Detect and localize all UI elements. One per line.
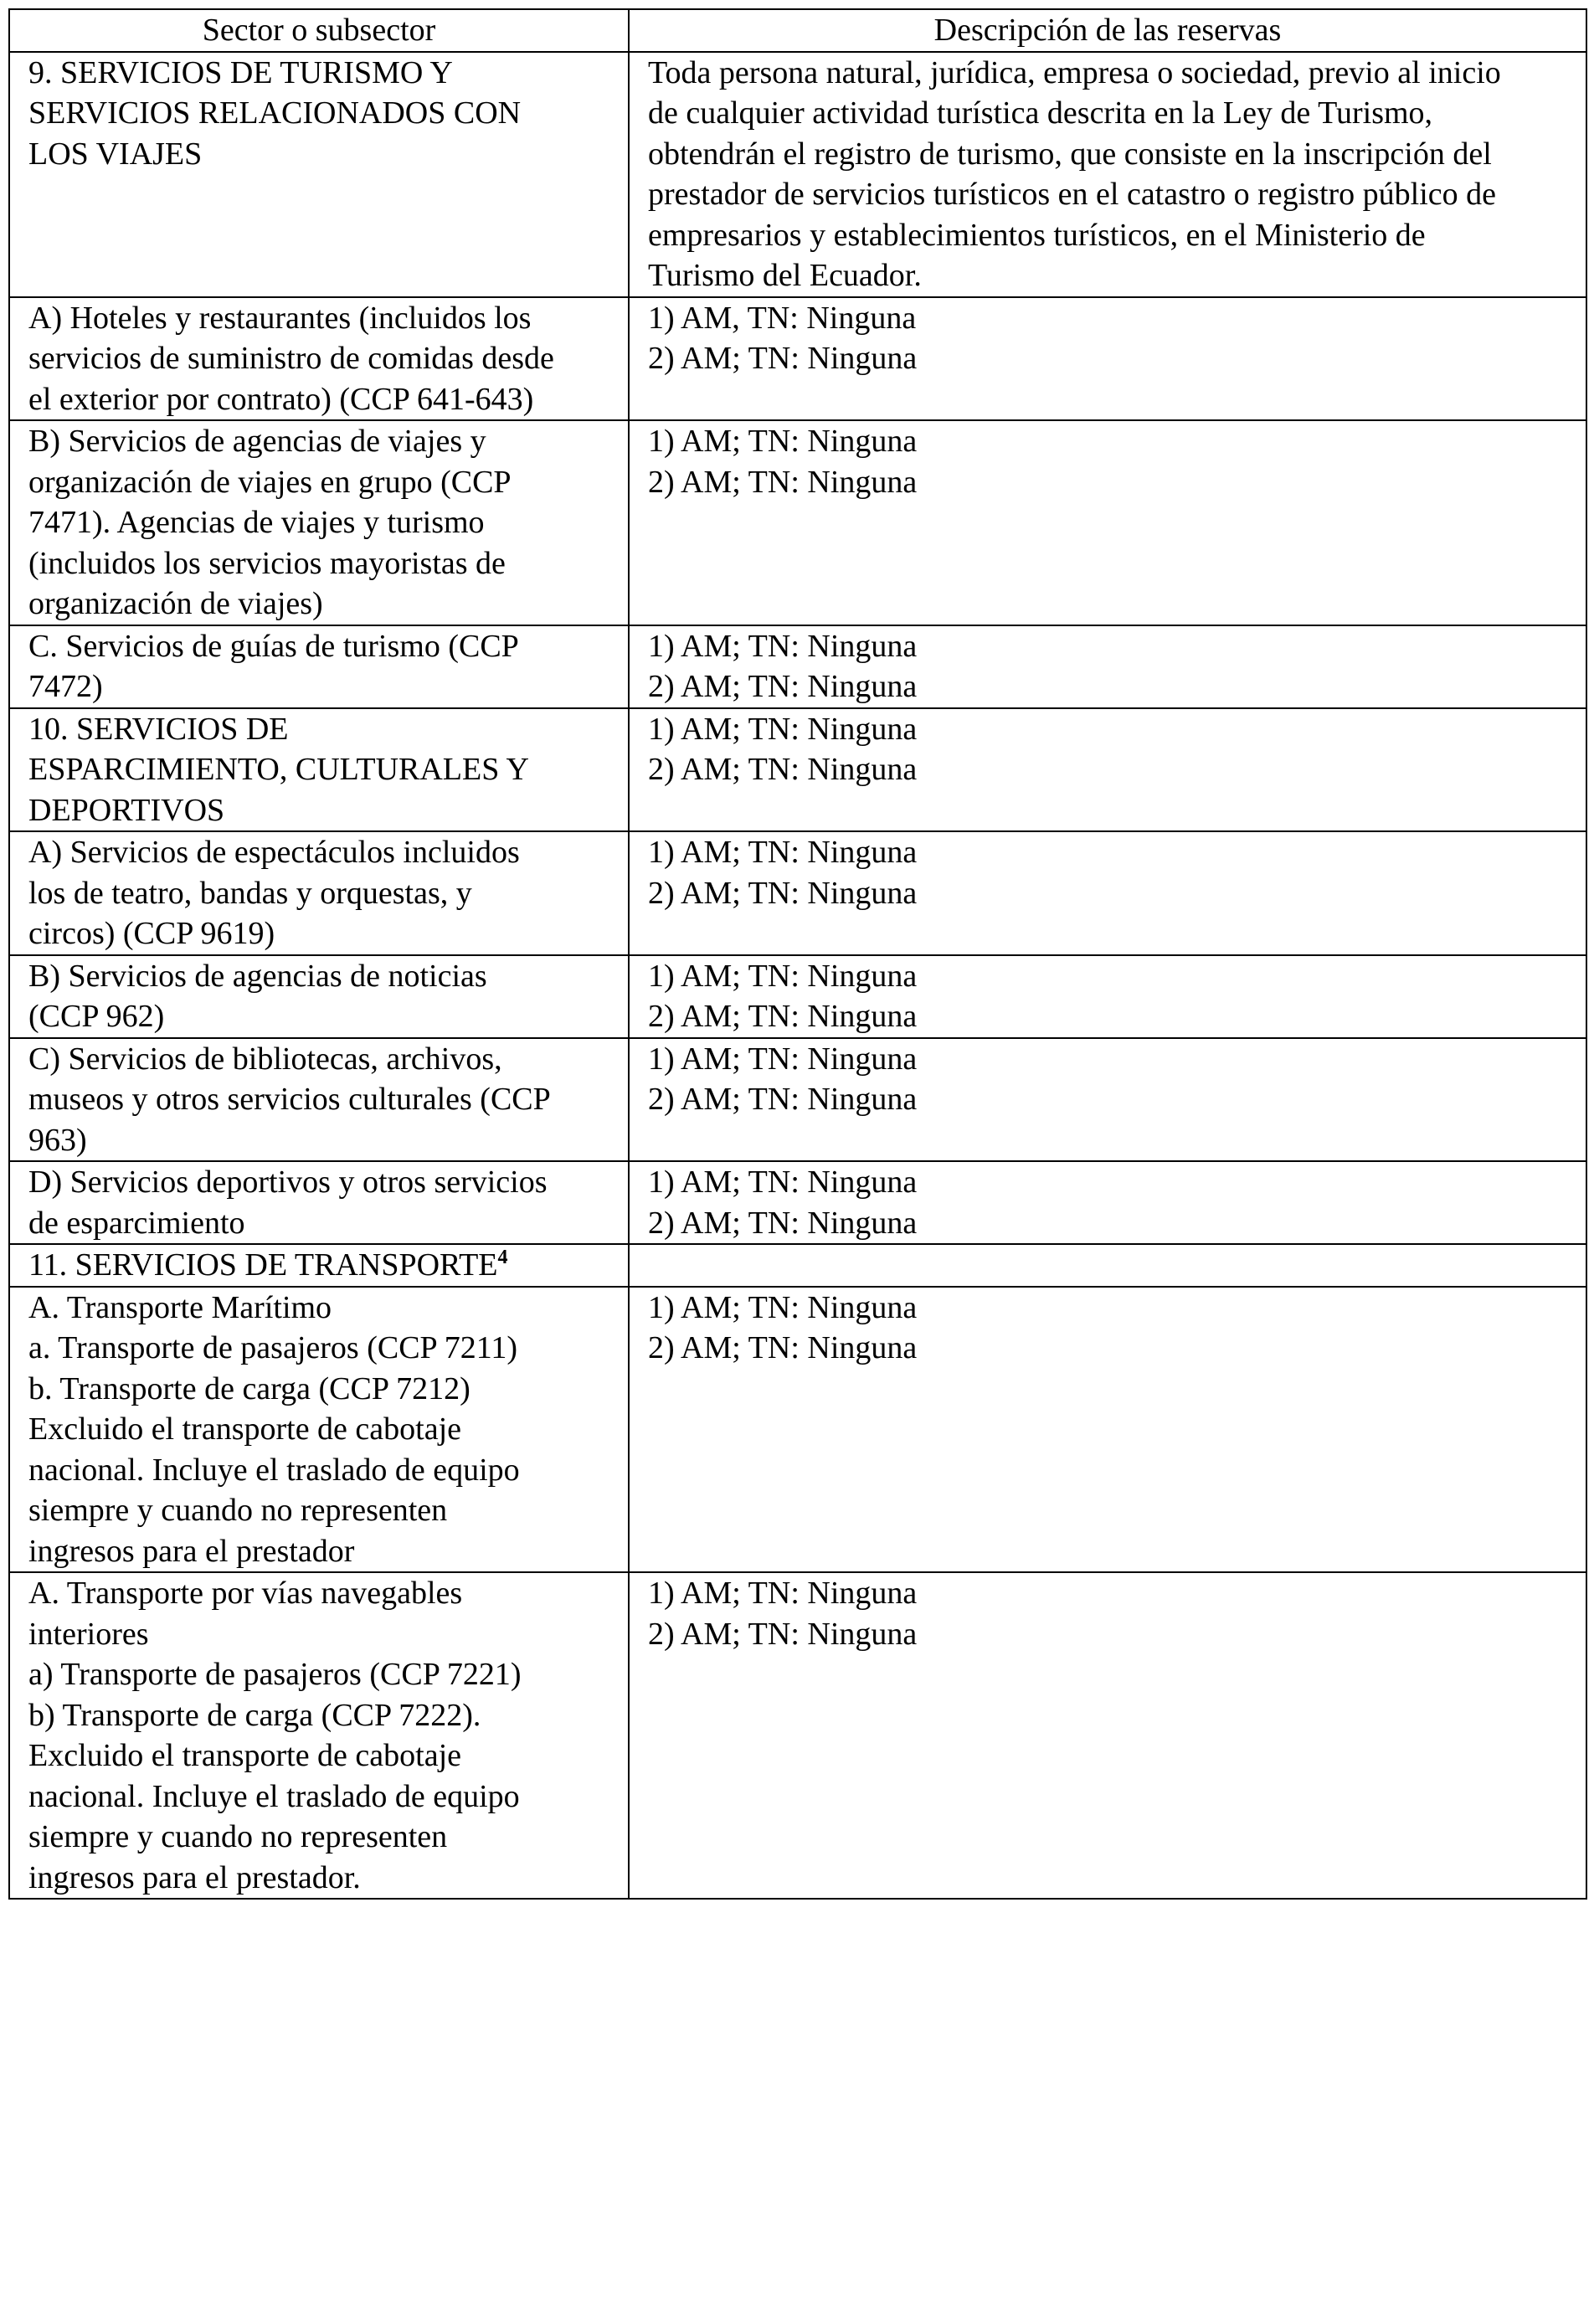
header-sector: Sector o subsector [9,9,629,52]
sector-text: de esparcimiento [28,1205,245,1241]
sector-line [28,134,609,175]
sector-text: interiores [28,1616,149,1652]
sector-cell [9,625,629,708]
sector-text: nacional. Incluye el traslado de equipo [28,1778,520,1814]
sector-line [28,1245,609,1286]
sector-text: Excluido el transporte de cabotaje [28,1411,462,1447]
sector-line [28,462,609,503]
description-cell [629,1244,1586,1287]
sector-cell [9,1244,629,1287]
sector-text: los de teatro, bandas y orquestas, y [28,875,472,911]
sector-cell [9,420,629,625]
description-line: 1) AM; TN: Ninguna [648,958,918,994]
table-row [9,297,1586,421]
description-line: obtendrán el registro de turismo, que consiste en la inscripción del [648,136,1492,172]
sector-line [28,298,609,339]
description-line: Toda persona natural, jurídica, empresa o sociedad, previo al inicio [648,54,1501,90]
sector-line [28,1162,609,1203]
description-cell [629,831,1586,955]
table-row [9,831,1586,955]
description-line: 2) AM; TN: Ninguna [648,752,918,787]
description-line: 2) AM; TN: Ninguna [648,669,918,704]
sector-text: 11. SERVICIOS DE TRANSPORTE [28,1247,498,1283]
header-description: Descripción de las reservas [629,9,1586,52]
description-line: Turismo del Ecuador. [648,258,922,293]
sector-line [28,584,609,625]
sector-line [28,913,609,954]
sector-text: (CCP 962) [28,999,165,1034]
description-line: 1) AM; TN: Ninguna [648,628,918,664]
sector-line [28,832,609,873]
sector-line [28,996,609,1037]
description-line: 1) AM; TN: Ninguna [648,711,918,747]
description-line: 1) AM; TN: Ninguna [648,424,918,459]
sector-text: ingresos para el prestador. [28,1859,361,1895]
sector-line [28,1328,609,1369]
sector-line [28,1858,609,1899]
sector-text: ingresos para el prestador [28,1533,355,1569]
table-row [9,1038,1586,1162]
sector-text: B) Servicios de agencias de viajes y [28,424,486,459]
table-row [9,1244,1586,1287]
sector-text: 10. SERVICIOS DE [28,711,289,747]
sector-line [28,626,609,667]
sector-cell [9,1161,629,1244]
sector-line [28,1776,609,1818]
description-line: 2) AM; TN: Ninguna [648,875,918,911]
sector-text: 7471). Agencias de viajes y turismo [28,505,485,540]
sector-line [28,379,609,420]
sector-cell [9,955,629,1038]
sector-text: siempre y cuando no representen [28,1493,448,1528]
table-row [9,955,1586,1038]
sector-line [28,1039,609,1080]
description-cell [629,955,1586,1038]
sector-line [28,1450,609,1491]
sector-text: servicios de suministro de comidas desde [28,341,554,376]
sector-text: el exterior por contrato) (CCP 641-643) [28,381,534,417]
sector-line [28,502,609,543]
sector-text: b. Transporte de carga (CCP 7212) [28,1370,470,1406]
table-row [9,1161,1586,1244]
sector-text: circos) (CCP 9619) [28,916,275,951]
sector-line [28,1079,609,1120]
sector-text: 9. SERVICIOS DE TURISMO Y [28,54,453,90]
description-line: 2) AM; TN: Ninguna [648,464,918,500]
sector-text: organización de viajes en grupo (CCP [28,464,512,500]
footnote-marker: 4 [497,1247,508,1268]
sector-line [28,1735,609,1776]
reservations-table [8,8,1587,1900]
sector-line [28,543,609,584]
description-line: 1) AM; TN: Ninguna [648,1576,918,1611]
sector-cell [9,1572,629,1899]
sector-text: 7472) [28,669,103,704]
description-line: 2) AM; TN: Ninguna [648,1082,918,1117]
sector-cell [9,297,629,421]
sector-line [28,1654,609,1695]
sector-text: A) Servicios de espectáculos incluidos [28,835,520,870]
description-cell [629,708,1586,832]
description-cell [629,1161,1586,1244]
sector-line [28,1695,609,1736]
sector-cell [9,1287,629,1573]
sector-line [28,1817,609,1858]
sector-text: C) Servicios de bibliotecas, archivos, [28,1041,502,1077]
description-cell [629,420,1586,625]
sector-line [28,956,609,997]
sector-line [28,1614,609,1655]
sector-text: Excluido el transporte de cabotaje [28,1738,462,1773]
sector-line [28,666,609,707]
sector-text: ESPARCIMIENTO, CULTURALES Y [28,752,529,787]
sector-text: D) Servicios deportivos y otros servicios [28,1165,548,1200]
description-line: 1) AM; TN: Ninguna [648,1041,918,1077]
sector-text: b) Transporte de carga (CCP 7222). [28,1697,481,1733]
table-row [9,1287,1586,1573]
description-cell [629,52,1586,297]
sector-cell [9,52,629,297]
sector-cell [9,708,629,832]
sector-text: SERVICIOS RELACIONADOS CON [28,95,522,131]
sector-text: A. Transporte Marítimo [28,1289,332,1325]
description-line: de cualquier actividad turística descrita en la Ley de Turismo, [648,95,1433,131]
description-cell [629,297,1586,421]
header-row [9,9,1586,52]
sector-line [28,93,609,134]
sector-text: LOS VIAJES [28,136,203,172]
sector-line [28,338,609,379]
sector-line [28,1203,609,1244]
sector-line [28,1573,609,1614]
table-row [9,625,1586,708]
description-line: 2) AM; TN: Ninguna [648,341,918,376]
sector-line [28,1369,609,1410]
table-row [9,708,1586,832]
table-row [9,52,1586,297]
sector-text: B) Servicios de agencias de noticias [28,958,487,994]
sector-line [28,790,609,831]
description-line: 1) AM; TN: Ninguna [648,835,918,870]
table-row [9,1572,1586,1899]
sector-text: 963) [28,1122,87,1158]
sector-text: a) Transporte de pasajeros (CCP 7221) [28,1657,522,1692]
description-cell [629,625,1586,708]
description-line: 2) AM; TN: Ninguna [648,1616,918,1652]
sector-line [28,1531,609,1572]
sector-line [28,1288,609,1329]
sector-text: C. Servicios de guías de turismo (CCP [28,628,519,664]
sector-text: museos y otros servicios culturales (CCP [28,1082,551,1117]
table-row [9,420,1586,625]
description-line: 1) AM; TN: Ninguna [648,1289,918,1325]
description-line: empresarios y establecimientos turísticos, en el Ministerio de [648,217,1426,253]
description-cell [629,1572,1586,1899]
table-body [9,52,1586,1900]
description-cell [629,1287,1586,1573]
description-line: prestador de servicios turísticos en el catastro o registro público de [648,177,1497,212]
sector-text: A) Hoteles y restaurantes (incluidos los [28,300,532,336]
sector-line [28,1490,609,1531]
sector-text: a. Transporte de pasajeros (CCP 7211) [28,1330,518,1365]
description-cell [629,1038,1586,1162]
sector-text: nacional. Incluye el traslado de equipo [28,1452,520,1488]
sector-line [28,749,609,790]
sector-line [28,709,609,750]
sector-line [28,1120,609,1161]
sector-text: organización de viajes) [28,586,323,621]
description-line: 1) AM; TN: Ninguna [648,1165,918,1200]
sector-line [28,421,609,462]
description-line: 2) AM; TN: Ninguna [648,1330,918,1365]
description-line: 2) AM; TN: Ninguna [648,1205,918,1241]
sector-text: siempre y cuando no representen [28,1819,448,1854]
sector-line [28,1409,609,1450]
sector-text: DEPORTIVOS [28,792,225,828]
sector-text: (incluidos los servicios mayoristas de [28,545,506,581]
description-line: 1) AM, TN: Ninguna [648,300,917,336]
description-line: 2) AM; TN: Ninguna [648,999,918,1034]
sector-line [28,873,609,914]
sector-cell [9,1038,629,1162]
sector-cell [9,831,629,955]
sector-text: A. Transporte por vías navegables [28,1576,463,1611]
sector-line [28,53,609,94]
